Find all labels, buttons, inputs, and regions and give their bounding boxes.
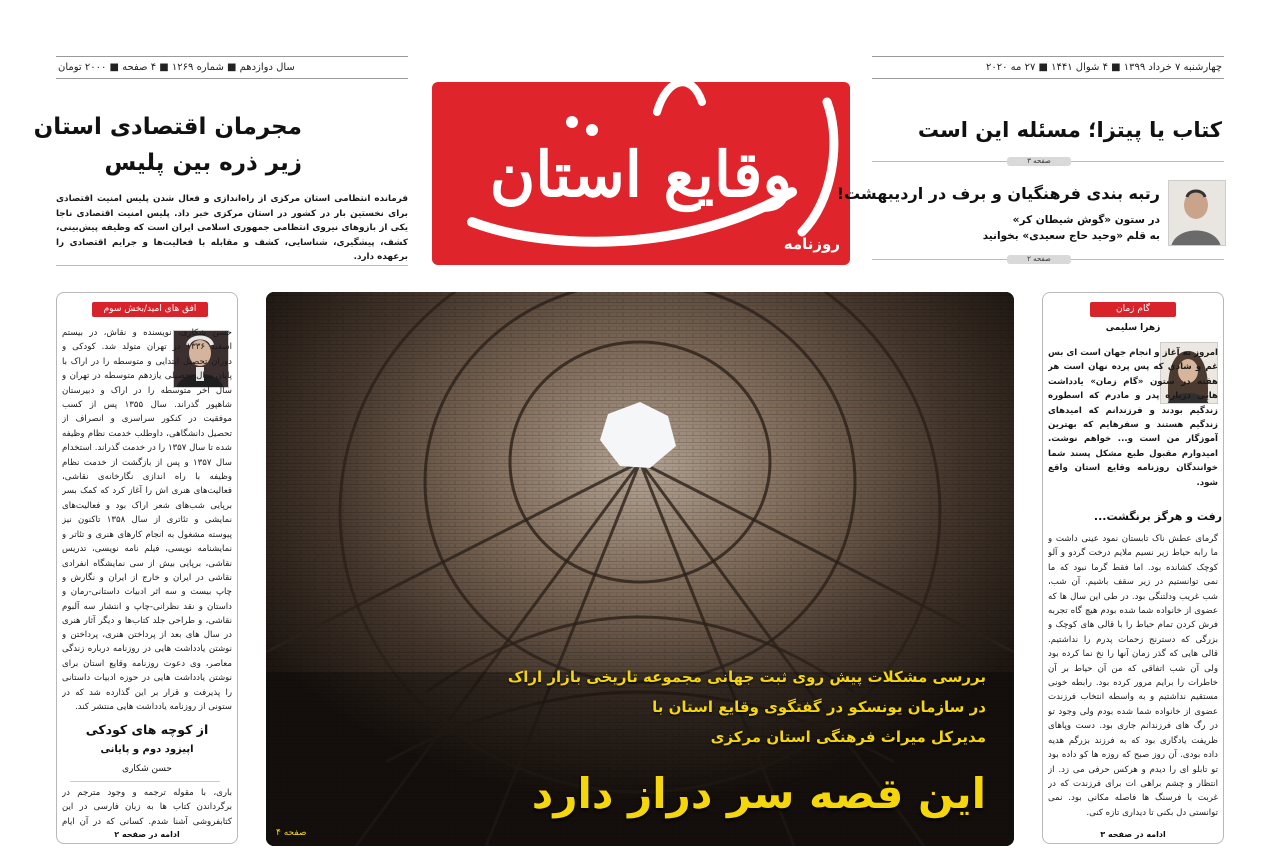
kicker-line-2: در سازمان یونسکو در گفتگوی وقایع استان با (652, 698, 986, 716)
left-author: حسن شکاری (122, 764, 172, 774)
dome-ceiling-icon (266, 292, 1014, 846)
left-continue-note[interactable]: ادامه در صفحه ۲ (114, 830, 180, 839)
left-excerpt: باری، با مقوله ترجمه و وجود مترجم در برگرداندن کتاب ها به زبان فارسی در این کتابفروشی آشنا شدم. کسانی که در آن ایام (62, 788, 232, 827)
right-sub-headline[interactable]: رفت و هرگز برنگشت... (1093, 510, 1222, 523)
date-line: چهارشنبه ۷ خرداد ۱۳۹۹ ■ ۴ شوال ۱۴۴۱ ■ ۲۷ مه ۲۰۲۰ (986, 62, 1222, 73)
author-bio-end: در سال های بعد از پرداختن هنری، پرداختن و نوشتن یادداشت هایی در روزنامه درباره زندگی معاصر، وی دعوت روزنامه وقایع استان برای نوشتن یادداشت هایی در حوزه ادبیات داستانی را پذیرفت و قرار بر این گذارده شد که در ستونی از روزنامه یادداشت هایی منتشر کند. (62, 630, 232, 712)
header-rule-right (872, 56, 1224, 57)
kicker-line-1: بررسی مشکلات پیش روی ثبت جهانی مجموعه تاریخی بازار اراک (507, 668, 986, 686)
teaser-line-2: به قلم «وحید حاج سعیدی» بخوانید (982, 230, 1160, 242)
header-rule-left (56, 56, 408, 57)
dome-photo[interactable] (266, 292, 1014, 846)
main-headline[interactable]: این قصه سر دراز دارد (531, 769, 986, 818)
left-column-tag[interactable]: افق های امید/بخش سوم (92, 302, 208, 317)
right-column-body: گرمای عطش ناک تابستان نمود عینی داشت و ما رابه حیاط زیر نسیم ملایم درخت گردو و آلو کوچک کشانده بود. اما فقط گرما نبود که ما نمی توانستیم در زیر سقف باشیم. آن شب، شب غریب ودلتنگی بود. در طی این سال ها که عضوی از خانواده شما شده بودم هیچ گاه تجربه فرش کردن تمام حیاط را با قالی های کوچک و بزرگی که دسترنج زحمات پدرم را نداشتیم. قالی هایی که گذر زمان آنها را نخ نما کرده بود ولی آن شب اتفاقی که من آن حیاط بر آن خاطرات را برایم مرور کرده بود. رابطه خونی مستقیم نداشتیم و به واسطه انتخاب فرزندت عضوی از خانواده شما شده بودم ولی وجود تو در رگ های فرزندانم جاری بود. دست وپاهای ظریفت یادگاری بود که به فرزند بزرگم هدیه داده بودی. آن روز صبح که روزه ها کو داده بود تو تابلو ای را دیدم و هرکس حرفی می زد. از انتظار و چشم براهی ات برای فرزندت که در غربت با فرسنگ ها فاصله مکانی بود. نمی توانستی دل بکنی تا دیداری تازه کنی. (1048, 534, 1218, 818)
teaser-line-1: در ستون «گوش شیطان کر» (1012, 214, 1160, 226)
page-ref-1[interactable]: صفحه ۳ (1007, 157, 1071, 166)
left-headline-line-2[interactable]: زیر ذره بین پلیس (104, 150, 302, 176)
left-headline-line-1[interactable]: مجرمان اقتصادی استان (33, 114, 302, 140)
left-lead: فرمانده انتظامی استان مرکزی از راه‌اندازی و فعال شدن پلیس امنیت اقتصادی برای نخستین بار در کشور در استان مرکزی خبر داد. پلیس امنیت اقتصادی ناجا یکی از بازوهای نیروی انتظامی جمهوری اسلامی ایران است که وظیفه پیش‌بینی، کشف، پیشگیری، شناسایی، کشف و مقابله با فعالیت‌ها و جرایم اقتصادی را برعهده دارد. (56, 194, 408, 262)
page-ref-2[interactable]: صفحه ۲ (1007, 255, 1071, 264)
right-headline-2[interactable]: رتبه بندی فرهنگیان و برف در اردیبهشت! (836, 184, 1160, 203)
right-column-author: زهرا سلیمی (1105, 323, 1161, 333)
author-bio: حسن شکاری، نویسنده و نقاش، در بیستم اسفند ۱۳۳۶ در تهران متولد شد. کودکی و دوران تحصیل ابتدایی و متوسطه را در اراک با پایان سال تحصیلی یازدهم متوسطه در تهران و سال آخر متوسطه را در اراک و دبیرستان شاهپور گذراند. سال ۱۳۵۵ پس از کسب موفقیت در کنکور سراسری و انصراف از تحصیل دانشگاهی، داوطلب خدمت نظام وظیفه شده تا سال ۱۳۵۷ را در خدمت گذراند. استخدام سال ۱۳۵۷ و پس از بازگشت از خدمت نظام وظیفه با راه اندازی نگارخانه‌ی نقاشی، فعالیت‌های هنری اش را آغاز کرد که کمک بسر برپایی شب‌های شعر اراک بود و فعالیت‌های نمایشی و تئاتری از سال ۱۳۵۸ تاکنون نیز پیوسته مشغول به انجام کارهای هنری و تئاتر و نمایشنامه نویسی، فیلم نامه نویسی، تدریس نقاشی، برپایی بیش از سی نمایشگاه انفرادی نقاشی در ایران و خارج از ایران و نگارش و چاپ بیست و سه اثر ادبیات داستانی-رمان و داستان و نقد نظرانی-چاپ و انتشار سه آلبوم نقاشی، و طراحی جلد کتاب‌ها و دیگر آثار هنری (62, 328, 232, 627)
kicker-line-3: مدیرکل میراث فرهنگی استان مرکزی (710, 728, 986, 746)
header-rule-left-2 (56, 78, 408, 79)
right-column-tag[interactable]: گام زمان (1090, 302, 1176, 317)
columnist-portrait (1168, 180, 1226, 246)
right-column-intro: امروز نه آغاز و انجام جهان است ای بس غم و شادی که پس پرده نهان است هر هفته در ستون «گام زمان» یادداشت هایی درباره پدر و مادرم که اسطوره زندگیم بودند و فرزندانم که امیدهای زندگیم هستند و سفرهایم که بهترین آموزگار من است و... خواهم نوشت. امیدوارم مقبول طبع مشکل پسند شما خوانندگان روزنامه وقایع استان واقع شود. (1048, 348, 1218, 488)
issue-line: سال دوازدهم ■ شماره ۱۲۶۹ ■ ۴ صفحه ■ ۲۰۰۰ تومان (58, 62, 295, 73)
portrait-icon (1168, 181, 1225, 246)
left-sub-title: اپیزود دوم و پایانی (100, 744, 194, 755)
logo-text: وقایع استان (489, 138, 793, 211)
right-continue-note[interactable]: ادامه در صفحه ۳ (1100, 830, 1166, 839)
left-col-divider (70, 781, 220, 782)
header-rule-right-2 (872, 78, 1224, 79)
center-page-ref[interactable]: صفحه ۴ (276, 828, 307, 838)
logo-subtitle: روزنامه (783, 235, 840, 253)
masthead-logo[interactable] (432, 82, 850, 265)
left-rule (56, 265, 408, 266)
left-sub-headline[interactable]: از کوچه های کودکی (85, 722, 209, 737)
right-headline-1[interactable]: کتاب یا پیتزا؛ مسئله این است (917, 118, 1222, 142)
